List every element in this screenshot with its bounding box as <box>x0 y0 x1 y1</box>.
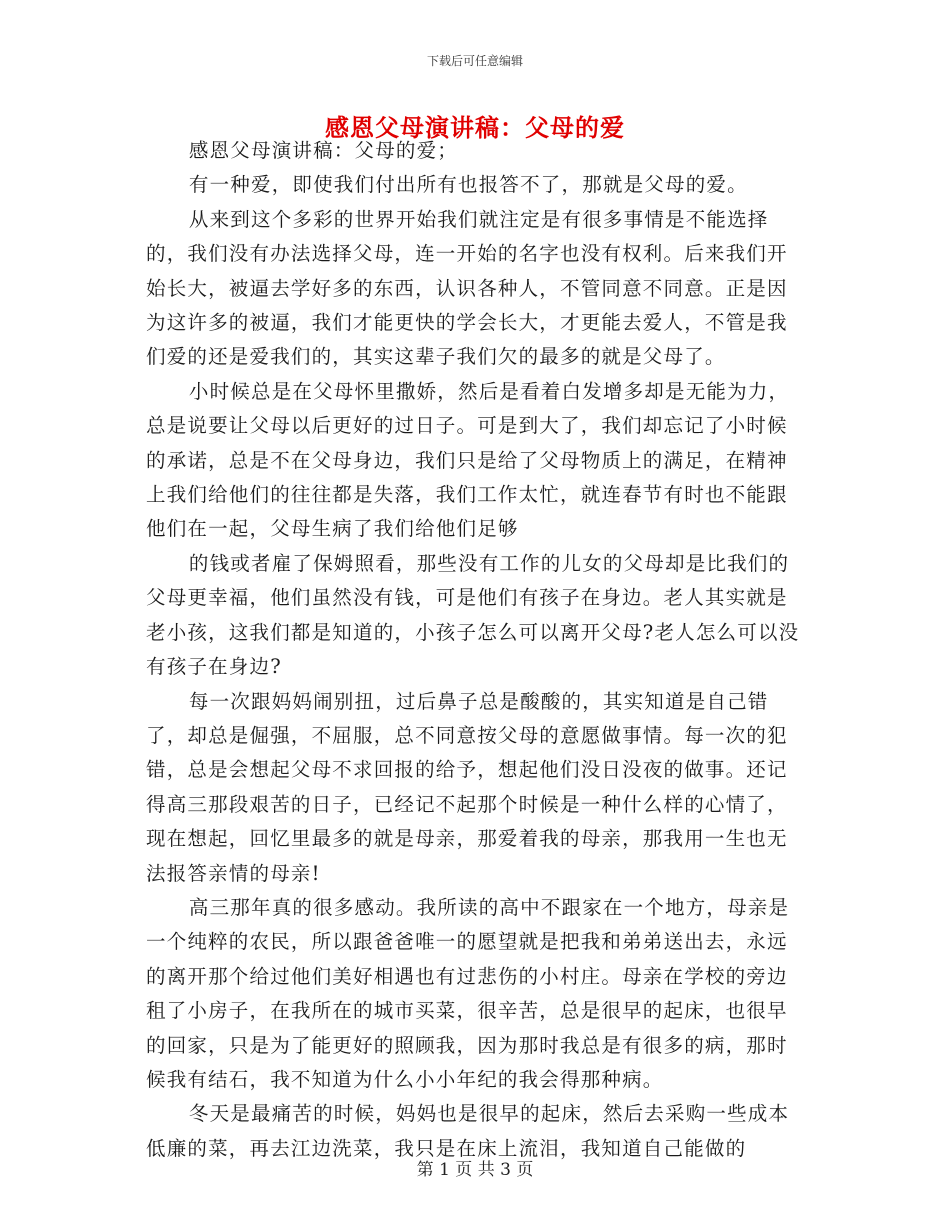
paragraph: 每一次跟妈妈闹别扭，过后鼻子总是酸酸的，其实知道是自己错了，却总是倔强，不屈服，总不同意按父母的意愿做事情。每一次的犯错，总是会想起父母不求回报的给予，想起他们没日没夜的做事。还记得高三那段艰苦的日子，已经记不起那个时候是一种什么样的心情了，现在想起，回忆里最多的就是母亲，那爱着我的母亲，那我用一生也无法报答亲情的母亲! <box>146 689 788 885</box>
paragraph: 冬天是最痛苦的时候，妈妈也是很早的起床，然后去采购一些成本低廉的菜，再去江边洗菜，我只是在床上流泪，我知道自己能做的 <box>146 1102 790 1160</box>
document-body <box>146 134 806 1166</box>
paragraph: 的钱或者雇了保姆照看，那些没有工作的儿女的父母却是比我们的父母更幸福，他们虽然没有钱，可是他们有孩子在身边。老人其实就是老小孩，这我们都是知道的，小孩子怎么可以离开父母?老人怎么可以没有孩子在身边? <box>146 551 800 679</box>
document-title: 感恩父母演讲稿：父母的爱 <box>325 113 625 142</box>
paragraph: 高三那年真的很多感动。我所读的高中不跟家在一个地方，母亲是一个纯粹的农民，所以跟爸爸唯一的愿望就是把我和弟弟送出去，永远的离开那个给过他们美好相遇也有过悲伤的小村庄。母亲在学校的旁边租了小房子，在我所在的城市买菜，很辛苦，总是很早的起床，也很早的回家，只是为了能更好的照顾我，因为那时我总是有很多的病，那时候我有结石，我不知道为什么小小年纪的我会得那种病。 <box>146 895 790 1091</box>
paragraph: 感恩父母演讲稿：父母的爱； <box>188 139 458 162</box>
paragraph: 从来到这个多彩的世界开始我们就注定是有很多事情是不能选择的，我们没有办法选择父母，连一开始的名字也没有权利。后来我们开始长大，被逼去学好多的东西，认识各种人，不管同意不同意。正是因为这许多的被逼，我们才能更快的学会长大，才更能去爱人，不管是我们爱的还是爱我们的，其实这辈子我们欠的最多的就是父母了。 <box>146 207 788 369</box>
page-footer: 第 1 页 共 3 页 <box>416 1160 534 1180</box>
header-note: 下载后可任意编辑 <box>426 54 523 68</box>
paragraph: 有一种爱，即使我们付出所有也报答不了，那就是父母的爱。 <box>188 173 748 197</box>
paragraph: 小时候总是在父母怀里撒娇，然后是看着白发增多却是无能为力，总是说要让父母以后更好的过日子。可是到大了，我们却忘记了小时候的承诺，总是不在父母身边，我们只是给了父母物质上的满足，在精神上我们给他们的往往都是失落，我们工作太忙，就连春节有时也不能跟他们在一起，父母生病了我们给他们足够 <box>146 379 790 541</box>
